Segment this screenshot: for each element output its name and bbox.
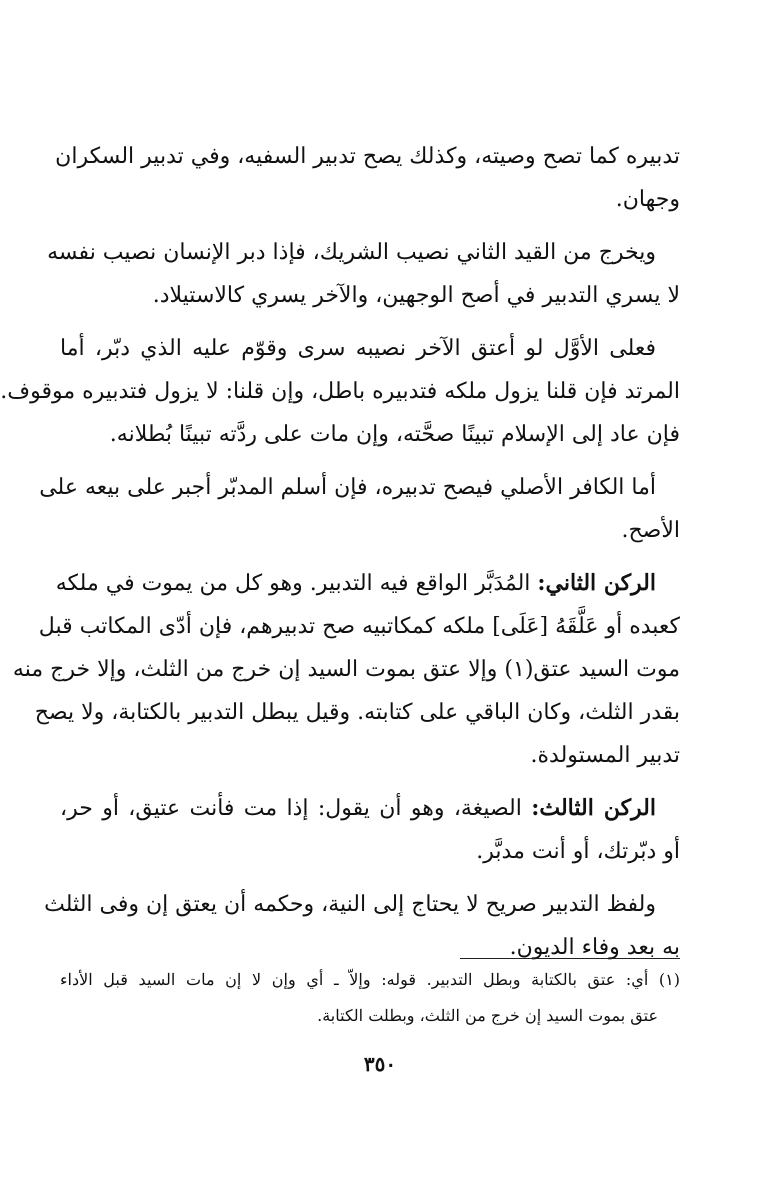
text-line: موت السيد عتق(١) وإلا عتق بموت السيد إن خرج من الثلث، وإلا خرج منه [12, 657, 680, 682]
text-line: وجهان. [615, 187, 680, 212]
footnote-line: (١) أي: عتق بالكتابة وبطل التدبير. قوله: وإلاّ ـ أي وإن لا إن مات السيد قبل الأداء [60, 970, 680, 989]
text-line: تدبيره كما تصح وصيته، وكذلك يصح تدبير السفيه، وفي تدبير السكران [55, 144, 680, 169]
paragraph-1 [55, 135, 680, 221]
text-line: بقدر الثلث، وكان الباقي على كتابته. وقيل يبطل التدبير بالكتابة، ولا يصح [34, 700, 680, 725]
text-run: الصيغة، وهو أن يقول: إذا مت فأنت عتيق، أو حر، [60, 796, 532, 821]
text-line: أو دبّرتك، أو أنت مدبَّر. [476, 839, 680, 864]
paragraph-3 [0, 327, 680, 456]
text-line: المرتد فإن قلنا يزول ملكه فتدبيره باطل، وإن قلنا: لا يزول فتدبيره موقوف. [0, 379, 680, 404]
page-number: ٣٥٠ [363, 1052, 397, 1076]
text-line: فإن عاد إلى الإسلام تبينًا صحَّته، وإن مات على ردَّته تبينًا بُطلانه. [109, 422, 680, 447]
text-line: ويخرج من القيد الثاني نصيب الشريك، فإذا دبر الإنسان نصيب نفسه [47, 240, 656, 265]
paragraph-6 [60, 787, 680, 873]
text-line: به بعد وفاء الديون. [509, 935, 680, 960]
text-line [55, 562, 680, 605]
section-heading: الركن الثاني: [537, 570, 656, 596]
text-line: ولفظ التدبير صريح لا يحتاج إلى النية، وحكمه أن يعتق إن وفى الثلث [44, 892, 656, 917]
text-line: كعبده أو عَلَّقَهُ [عَلَى] ملكه كمكاتبيه صح تدبيرهم، فإن أدّى المكاتب قبل [38, 614, 680, 639]
footnote-divider [460, 958, 680, 959]
section-heading: الركن الثالث: [531, 795, 656, 821]
text-line: لا يسري التدبير في أصح الوجهين، والآخر يسري كالاستيلاد. [152, 283, 680, 308]
text-line [60, 787, 680, 830]
text-line: أما الكافر الأصلي فيصح تدبيره، فإن أسلم المدبّر أجبر على بيعه على [39, 475, 656, 500]
main-text [0, 135, 680, 979]
footnote [60, 962, 680, 1034]
text-line: الأصح. [621, 518, 680, 543]
text-run: المُدَبَّر الواقع فيه التدبير. وهو كل من يموت في ملكه [55, 571, 538, 596]
paragraph-5 [12, 562, 680, 777]
text-line: فعلى الأوَّل لو أعتق الآخر نصيبه سرى وقوّم عليه الذي دبّر، أما [60, 336, 656, 361]
text-line: تدبير المستولدة. [530, 743, 680, 768]
footnote-line: عتق بموت السيد إن خرج من الثلث، وبطلت الكتابة. [317, 1006, 658, 1025]
paragraph-4 [39, 466, 680, 552]
paragraph-7 [44, 883, 680, 969]
paragraph-2 [47, 231, 680, 317]
